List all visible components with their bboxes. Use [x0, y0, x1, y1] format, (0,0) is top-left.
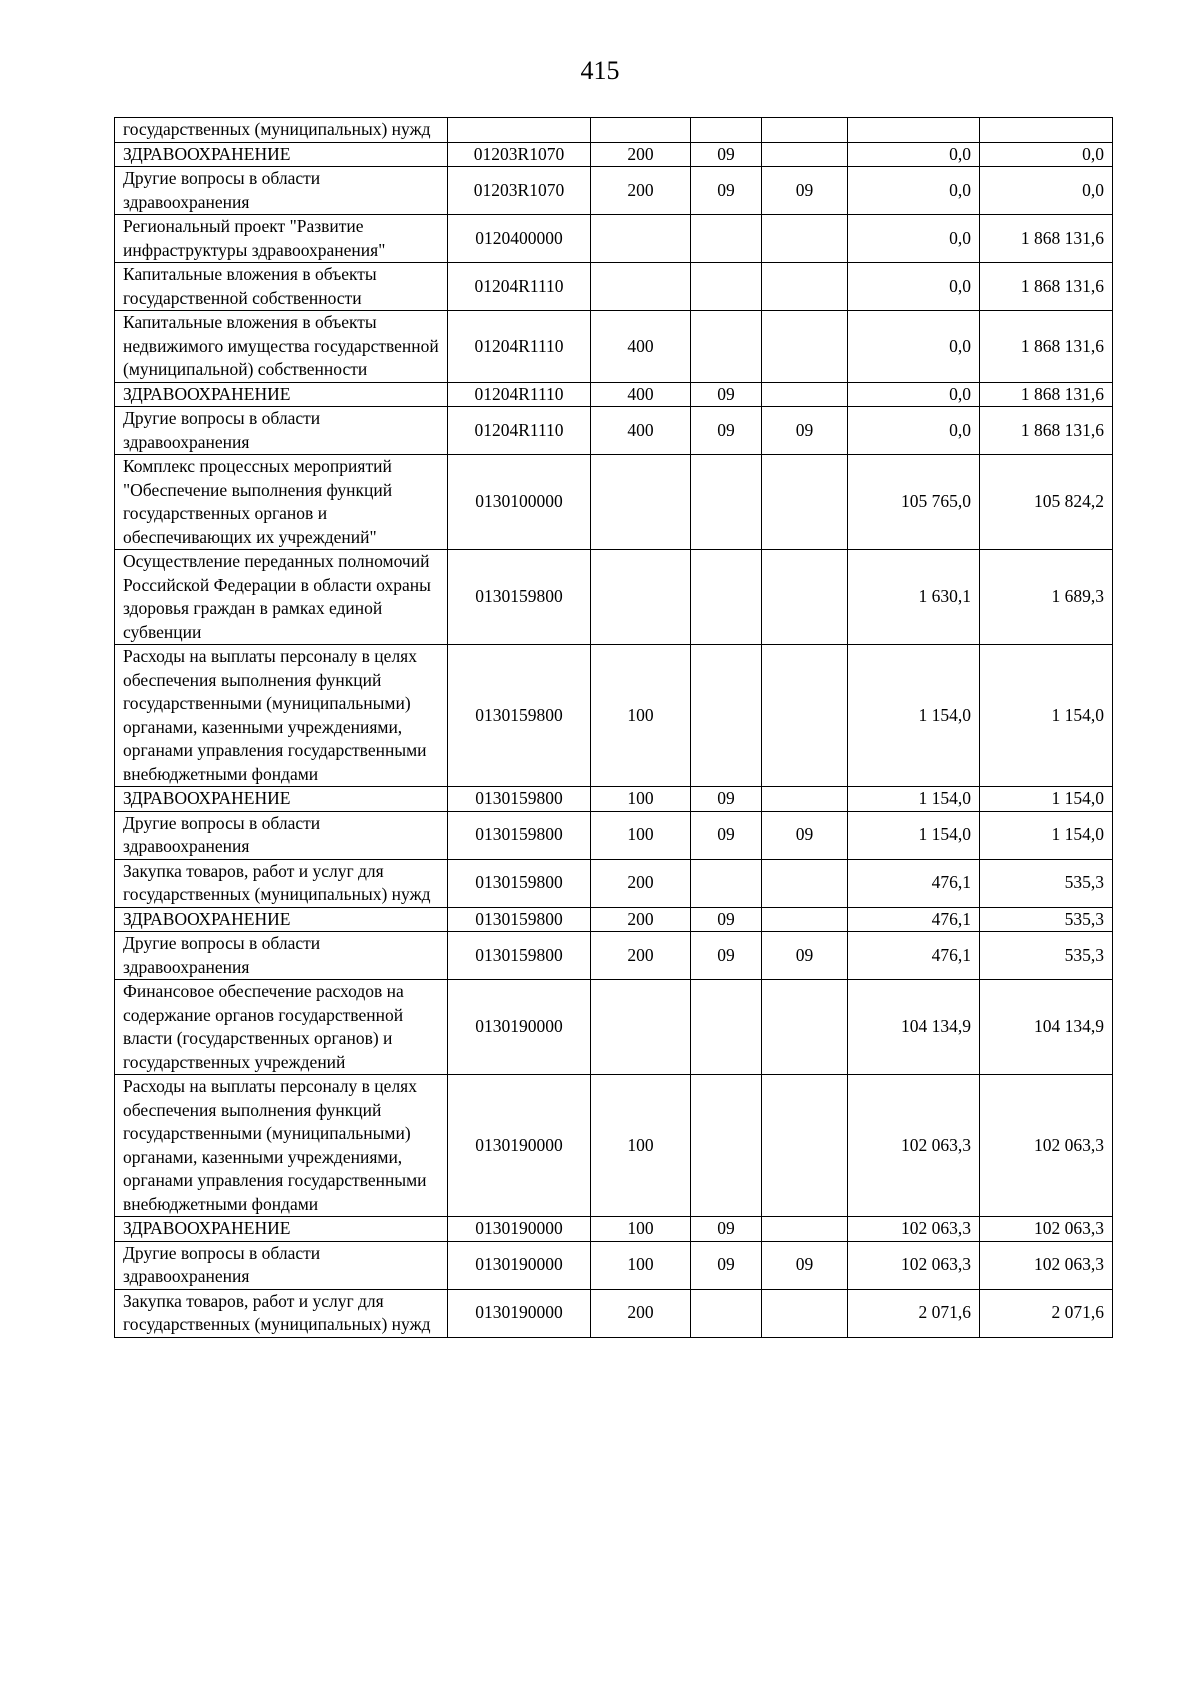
row-expense-type	[591, 980, 691, 1075]
row-name: ЗДРАВООХРАНЕНИЕ	[115, 382, 448, 407]
row-section: 09	[691, 787, 762, 812]
table-row	[115, 1217, 1113, 1242]
row-expense-type: 400	[591, 311, 691, 383]
row-target-code: 0130190000	[448, 1241, 591, 1289]
row-expense-type: 200	[591, 142, 691, 167]
row-name: Осуществление переданных полномочий Российской Федерации в области охраны здоровья граждан в рамках единой субвенции	[115, 550, 448, 645]
row-expense-type: 200	[591, 932, 691, 980]
row-name: ЗДРАВООХРАНЕНИЕ	[115, 142, 448, 167]
row-target-code: 0130190000	[448, 980, 591, 1075]
row-subsection	[762, 215, 848, 263]
row-expense-type: 200	[591, 907, 691, 932]
row-section	[691, 311, 762, 383]
row-name: Другие вопросы в области здравоохранения	[115, 1241, 448, 1289]
budget-table-body	[115, 118, 1113, 1338]
row-expense-type	[591, 550, 691, 645]
row-target-code: 0130100000	[448, 455, 591, 550]
row-section: 09	[691, 407, 762, 455]
table-row	[115, 1075, 1113, 1217]
row-expense-type	[591, 118, 691, 143]
table-row	[115, 980, 1113, 1075]
row-target-code: 0130159800	[448, 907, 591, 932]
row-section	[691, 118, 762, 143]
row-target-code: 0130159800	[448, 550, 591, 645]
row-value-2	[980, 118, 1113, 143]
row-target-code: 0130190000	[448, 1075, 591, 1217]
row-value-2: 1 868 131,6	[980, 263, 1113, 311]
row-section	[691, 1289, 762, 1337]
row-name: Капитальные вложения в объекты недвижимого имущества государственной (муниципальной) собственности	[115, 311, 448, 383]
row-value-1: 1 630,1	[848, 550, 980, 645]
row-expense-type: 400	[591, 407, 691, 455]
row-name: Другие вопросы в области здравоохранения	[115, 811, 448, 859]
row-name: Расходы на выплаты персоналу в целях обеспечения выполнения функций государственными (муниципальными) органами, казенными учреждениями, органами управления государственными внебюджетными фондами	[115, 1075, 448, 1217]
row-value-2: 535,3	[980, 907, 1113, 932]
row-subsection	[762, 1289, 848, 1337]
row-value-2: 105 824,2	[980, 455, 1113, 550]
row-value-2: 1 154,0	[980, 787, 1113, 812]
row-section: 09	[691, 932, 762, 980]
row-expense-type	[591, 215, 691, 263]
table-row	[115, 787, 1113, 812]
row-value-2: 104 134,9	[980, 980, 1113, 1075]
row-target-code: 0130159800	[448, 811, 591, 859]
table-row	[115, 263, 1113, 311]
row-value-1: 0,0	[848, 142, 980, 167]
row-value-1: 0,0	[848, 215, 980, 263]
row-section	[691, 859, 762, 907]
page-number: 415	[580, 56, 620, 85]
row-value-1: 1 154,0	[848, 645, 980, 787]
row-value-1: 1 154,0	[848, 787, 980, 812]
row-value-2: 535,3	[980, 859, 1113, 907]
row-name: ЗДРАВООХРАНЕНИЕ	[115, 1217, 448, 1242]
table-row	[115, 407, 1113, 455]
row-target-code: 01203R1070	[448, 142, 591, 167]
row-value-2: 535,3	[980, 932, 1113, 980]
row-name: Капитальные вложения в объекты государственной собственности	[115, 263, 448, 311]
table-row	[115, 311, 1113, 383]
row-target-code: 01204R1110	[448, 311, 591, 383]
row-value-1: 476,1	[848, 932, 980, 980]
row-value-2: 2 071,6	[980, 1289, 1113, 1337]
row-target-code: 0130159800	[448, 859, 591, 907]
row-target-code: 0130190000	[448, 1217, 591, 1242]
row-value-1: 105 765,0	[848, 455, 980, 550]
row-subsection	[762, 455, 848, 550]
row-value-2: 102 063,3	[980, 1241, 1113, 1289]
row-section	[691, 455, 762, 550]
row-section	[691, 263, 762, 311]
row-expense-type: 100	[591, 1241, 691, 1289]
table-row	[115, 907, 1113, 932]
row-value-1: 476,1	[848, 907, 980, 932]
table-row	[115, 455, 1113, 550]
row-value-2: 1 868 131,6	[980, 215, 1113, 263]
row-value-1	[848, 118, 980, 143]
row-expense-type: 100	[591, 811, 691, 859]
row-name: государственных (муниципальных) нужд	[115, 118, 448, 143]
row-subsection	[762, 118, 848, 143]
row-subsection: 09	[762, 932, 848, 980]
row-expense-type: 400	[591, 382, 691, 407]
table-row	[115, 550, 1113, 645]
row-section: 09	[691, 907, 762, 932]
row-name: Финансовое обеспечение расходов на содержание органов государственной власти (государственных органов) и государственных учреждений	[115, 980, 448, 1075]
row-subsection	[762, 263, 848, 311]
row-name: Другие вопросы в области здравоохранения	[115, 167, 448, 215]
row-expense-type: 200	[591, 859, 691, 907]
row-value-2: 1 154,0	[980, 645, 1113, 787]
row-name: Другие вопросы в области здравоохранения	[115, 407, 448, 455]
row-value-1: 102 063,3	[848, 1217, 980, 1242]
table-row	[115, 932, 1113, 980]
row-expense-type	[591, 455, 691, 550]
row-value-1: 102 063,3	[848, 1241, 980, 1289]
row-name: Закупка товаров, работ и услуг для государственных (муниципальных) нужд	[115, 1289, 448, 1337]
row-target-code: 0130159800	[448, 645, 591, 787]
row-value-1: 0,0	[848, 407, 980, 455]
row-target-code: 0120400000	[448, 215, 591, 263]
row-value-1: 102 063,3	[848, 1075, 980, 1217]
row-subsection	[762, 907, 848, 932]
table-row	[115, 859, 1113, 907]
row-target-code: 0130159800	[448, 787, 591, 812]
row-section	[691, 215, 762, 263]
row-value-2: 1 689,3	[980, 550, 1113, 645]
row-section	[691, 1075, 762, 1217]
table-row	[115, 142, 1113, 167]
row-value-2: 0,0	[980, 142, 1113, 167]
row-section	[691, 645, 762, 787]
row-section: 09	[691, 167, 762, 215]
table-row	[115, 1241, 1113, 1289]
table-row	[115, 382, 1113, 407]
row-value-1: 0,0	[848, 167, 980, 215]
row-subsection	[762, 550, 848, 645]
row-name: Другие вопросы в области здравоохранения	[115, 932, 448, 980]
row-value-2: 102 063,3	[980, 1075, 1113, 1217]
row-subsection	[762, 311, 848, 383]
row-subsection: 09	[762, 407, 848, 455]
row-subsection: 09	[762, 811, 848, 859]
row-value-1: 1 154,0	[848, 811, 980, 859]
row-section: 09	[691, 382, 762, 407]
row-value-2: 1 154,0	[980, 811, 1113, 859]
row-target-code	[448, 118, 591, 143]
row-section: 09	[691, 142, 762, 167]
row-expense-type: 200	[591, 1289, 691, 1337]
row-target-code: 01203R1070	[448, 167, 591, 215]
row-value-1: 0,0	[848, 263, 980, 311]
row-subsection	[762, 787, 848, 812]
row-target-code: 01204R1110	[448, 407, 591, 455]
row-expense-type	[591, 263, 691, 311]
row-section: 09	[691, 1217, 762, 1242]
table-row	[115, 645, 1113, 787]
table-row	[115, 118, 1113, 143]
row-name: ЗДРАВООХРАНЕНИЕ	[115, 907, 448, 932]
row-value-2: 0,0	[980, 167, 1113, 215]
row-name: Региональный проект "Развитие инфраструктуры здравоохранения"	[115, 215, 448, 263]
row-name: ЗДРАВООХРАНЕНИЕ	[115, 787, 448, 812]
row-subsection	[762, 1075, 848, 1217]
row-subsection	[762, 382, 848, 407]
row-name: Комплекс процессных мероприятий "Обеспечение выполнения функций государственных органов и обеспечивающих их учреждений"	[115, 455, 448, 550]
row-value-2: 1 868 131,6	[980, 382, 1113, 407]
row-value-2: 1 868 131,6	[980, 407, 1113, 455]
row-value-1: 0,0	[848, 311, 980, 383]
budget-table	[114, 117, 1113, 1338]
row-expense-type: 100	[591, 645, 691, 787]
row-target-code: 01204R1110	[448, 382, 591, 407]
row-section: 09	[691, 811, 762, 859]
table-row	[115, 811, 1113, 859]
row-value-1: 0,0	[848, 382, 980, 407]
row-subsection	[762, 980, 848, 1075]
row-value-1: 104 134,9	[848, 980, 980, 1075]
table-row	[115, 167, 1113, 215]
row-value-2: 102 063,3	[980, 1217, 1113, 1242]
table-row	[115, 215, 1113, 263]
row-subsection: 09	[762, 167, 848, 215]
row-subsection	[762, 142, 848, 167]
row-section: 09	[691, 1241, 762, 1289]
row-value-1: 476,1	[848, 859, 980, 907]
row-target-code: 0130190000	[448, 1289, 591, 1337]
row-value-2: 1 868 131,6	[980, 311, 1113, 383]
row-expense-type: 200	[591, 167, 691, 215]
row-subsection	[762, 1217, 848, 1242]
row-expense-type: 100	[591, 1075, 691, 1217]
row-name: Расходы на выплаты персоналу в целях обеспечения выполнения функций государственными (муниципальными) органами, казенными учреждениями, органами управления государственными внебюджетными фондами	[115, 645, 448, 787]
row-target-code: 01204R1110	[448, 263, 591, 311]
table-row	[115, 1289, 1113, 1337]
row-subsection	[762, 859, 848, 907]
row-name: Закупка товаров, работ и услуг для государственных (муниципальных) нужд	[115, 859, 448, 907]
row-value-1: 2 071,6	[848, 1289, 980, 1337]
row-subsection: 09	[762, 1241, 848, 1289]
row-section	[691, 550, 762, 645]
row-expense-type: 100	[591, 1217, 691, 1242]
row-subsection	[762, 645, 848, 787]
row-expense-type: 100	[591, 787, 691, 812]
row-target-code: 0130159800	[448, 932, 591, 980]
row-section	[691, 980, 762, 1075]
